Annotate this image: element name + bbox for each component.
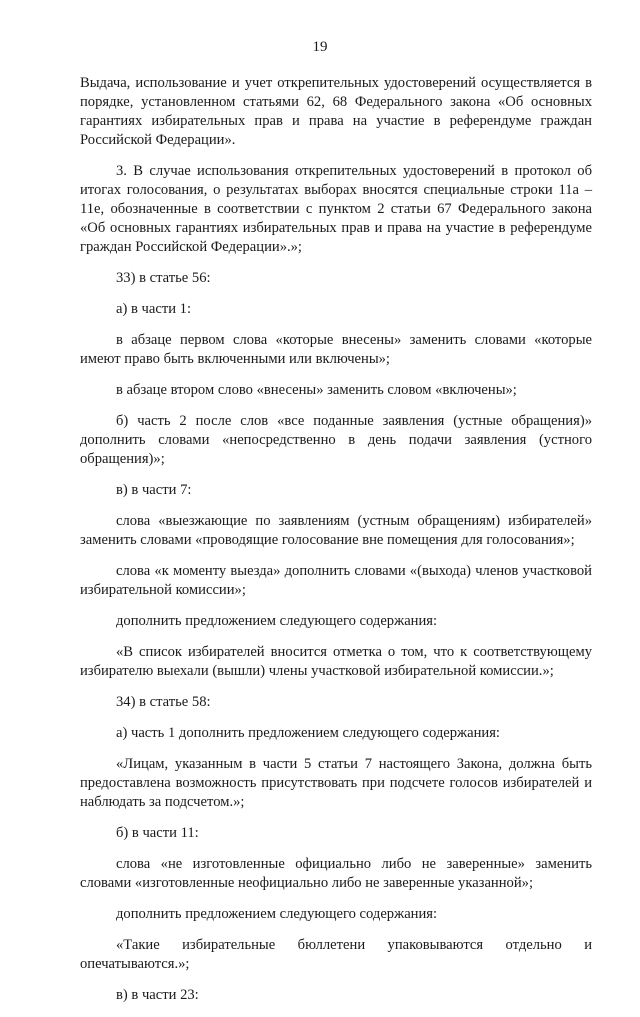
paragraph: в абзаце первом слова «которые внесены» заменить словами «которые имеют право быть включенными или включены»; xyxy=(80,332,592,367)
paragraph: а) в части 1: xyxy=(116,301,192,317)
paragraph: в) в части 23: xyxy=(116,987,199,1003)
paragraph: 3. В случае использования открепительных удостоверений в протокол об итогах голосования, о результатах выборах вносятся специальные строки 11а – 11е, обозначенные в соответствии с пунктом 2 статьи 67 Федерального закона «Об основных гарантиях избирательных прав и права на участие в референдуме граждан Российской Федерации».»; xyxy=(80,163,592,255)
paragraph: а) часть 1 дополнить предложением следующего содержания: xyxy=(116,725,500,741)
paragraph: «Лицам, указанным в части 5 статьи 7 настоящего Закона, должна быть предоставлена возможность присутствовать при подсчете голосов избирателей и наблюдать за подсчетом.»; xyxy=(80,756,592,810)
paragraph: дополнить предложением следующего содержания: xyxy=(116,906,438,922)
paragraph: слова «к моменту выезда» дополнить словами «(выхода) членов участковой избирательной комиссии»; xyxy=(80,563,592,598)
page-number: 19 xyxy=(312,39,328,55)
paragraph: «Такие избирательные бюллетени упаковываются отдельно и опечатываются.»; xyxy=(80,937,592,972)
paragraph: в абзаце втором слово «внесены» заменить словом «включены»; xyxy=(116,382,517,398)
paragraph-continuation: Выдача, использование и учет открепительных удостоверений осуществляется в порядке, установленном статьями 62, 68 Федерального закона «Об основных гарантиях избирательных прав и права на участие в референдуме граждан Российской Федерации». xyxy=(80,75,592,148)
paragraph: «В список избирателей вносится отметка о том, что к соответствующему избирателю выехали (вышли) члены участковой избирательной комиссии.»; xyxy=(80,644,592,679)
paragraph: б) в части 11: xyxy=(116,825,199,841)
paragraph: слова «выезжающие по заявлениям (устным обращениям) избирателей» заменить словами «проводящие голосование вне помещения для голосования»; xyxy=(80,513,592,548)
paragraph: слова «не изготовленные официально либо не заверенные» заменить словами «изготовленные неофициально либо не заверенные указанной»; xyxy=(80,856,592,891)
paragraph: 34) в статье 58: xyxy=(116,694,211,710)
paragraph: 33) в статье 56: xyxy=(116,270,211,286)
document-body xyxy=(80,74,592,1017)
paragraph: в) в части 7: xyxy=(116,482,192,498)
paragraph: б) часть 2 после слов «все поданные заявления (устные обращения)» дополнить словами «непосредственно в день подачи заявления (устного обращения)»; xyxy=(80,413,592,467)
paragraph: дополнить предложением следующего содержания: xyxy=(116,613,438,629)
